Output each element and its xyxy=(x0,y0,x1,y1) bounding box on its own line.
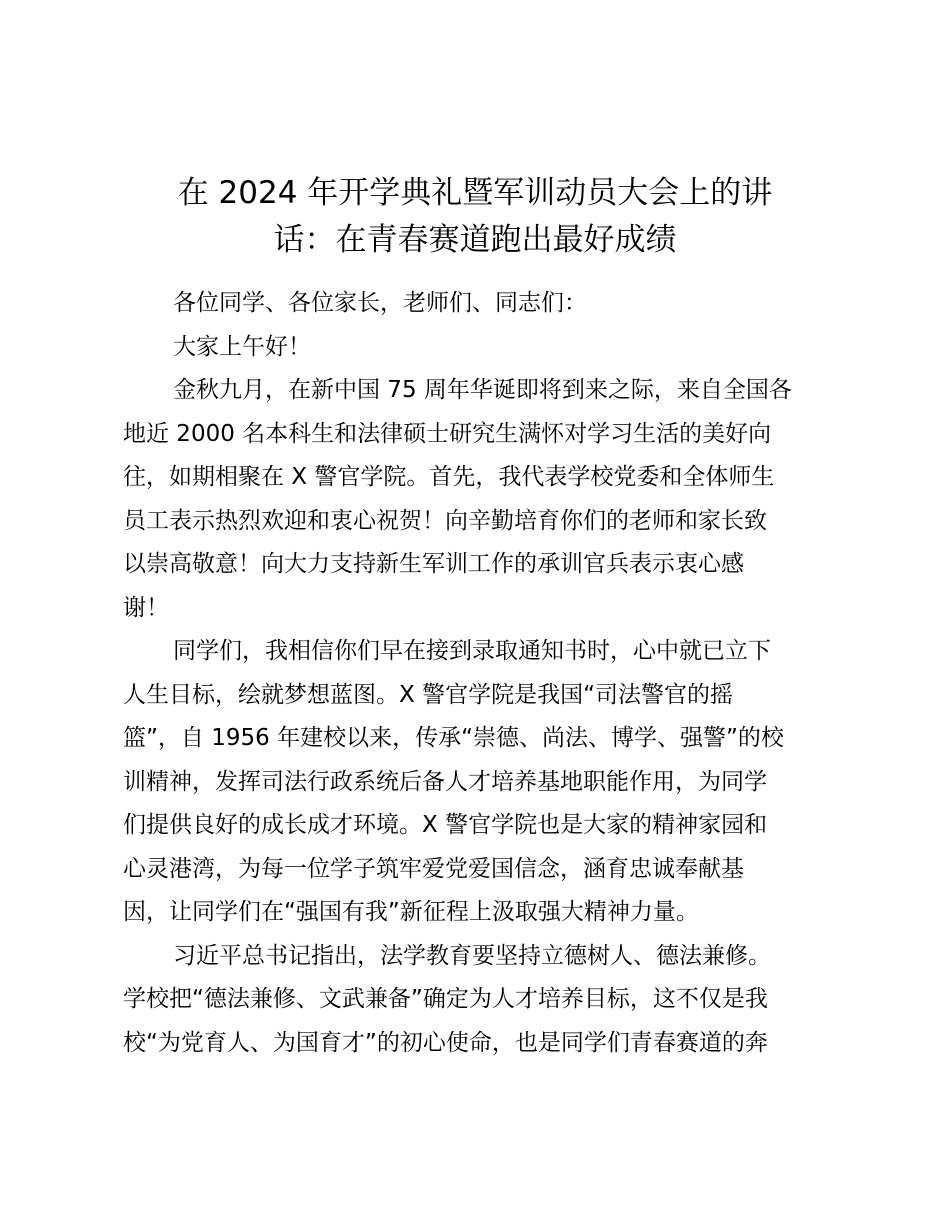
document-title-line-2: 话：在青春赛道跑出最好成绩 xyxy=(273,222,677,258)
paragraph-3-line-2: 学校把“德法兼修、文武兼备”确定为人才培养目标，这不仅是我 xyxy=(123,986,768,1012)
paragraph-3-line-1: 习近平总书记指出，法学教育要坚持立德树人、德法兼修。 xyxy=(173,942,771,969)
paragraph-3-line-3: 校“为党育人、为国育才”的初心使命，也是同学们青春赛道的奔 xyxy=(123,1029,768,1056)
paragraph-2-line-7: 因，让同学们在“强国有我”新征程上汲取强大精神力量。 xyxy=(123,899,699,925)
paragraph-1-line-6: 谢！ xyxy=(123,594,169,621)
salutation-line: 各位同学、各位家长，老师们、同志们： xyxy=(173,290,587,316)
paragraph-2-line-2: 人生目标，绘就梦想蓝图。X 警官学院是我国“司法警官的摇 xyxy=(123,681,733,708)
document-title-line-1: 在 2024 年开学典礼暨军训动员大会上的讲 xyxy=(177,175,773,211)
paragraph-1-line-1: 金秋九月，在新中国 75 周年华诞即将到来之际，来自全国各 xyxy=(173,377,792,403)
paragraph-2-line-6: 心灵港湾，为每一位学子筑牢爱党爱国信念，涵育忠诚奉献基 xyxy=(123,855,744,882)
paragraph-2-line-3: 篮”，自 1956 年建校以来，传承“崇德、尚法、博学、强警”的校 xyxy=(123,725,784,751)
paragraph-2-line-4: 训精神，发挥司法行政系统后备人才培养基地职能作用，为同学 xyxy=(123,768,767,795)
paragraph-1-line-3: 往，如期相聚在 X 警官学院。首先，我代表学校党委和全体师生 xyxy=(123,464,775,490)
document-body xyxy=(123,282,843,1065)
paragraph-1-line-5: 以崇高敬意！向大力支持新生军训工作的承训官兵表示衷心感 xyxy=(123,551,744,577)
paragraph-1-line-4: 员工表示热烈欢迎和衷心祝贺！向辛勤培育你们的老师和家长致 xyxy=(123,507,767,534)
paragraph-2-line-5: 们提供良好的成长成才环境。X 警官学院也是大家的精神家园和 xyxy=(123,812,768,838)
paragraph-2-line-1: 同学们，我相信你们早在接到录取通知书时，心中就已立下 xyxy=(173,638,771,664)
paragraph-1-line-2: 地近 2000 名本科生和法律硕士研究生满怀对学习生活的美好向 xyxy=(123,420,772,447)
greeting-line: 大家上午好！ xyxy=(173,333,311,360)
